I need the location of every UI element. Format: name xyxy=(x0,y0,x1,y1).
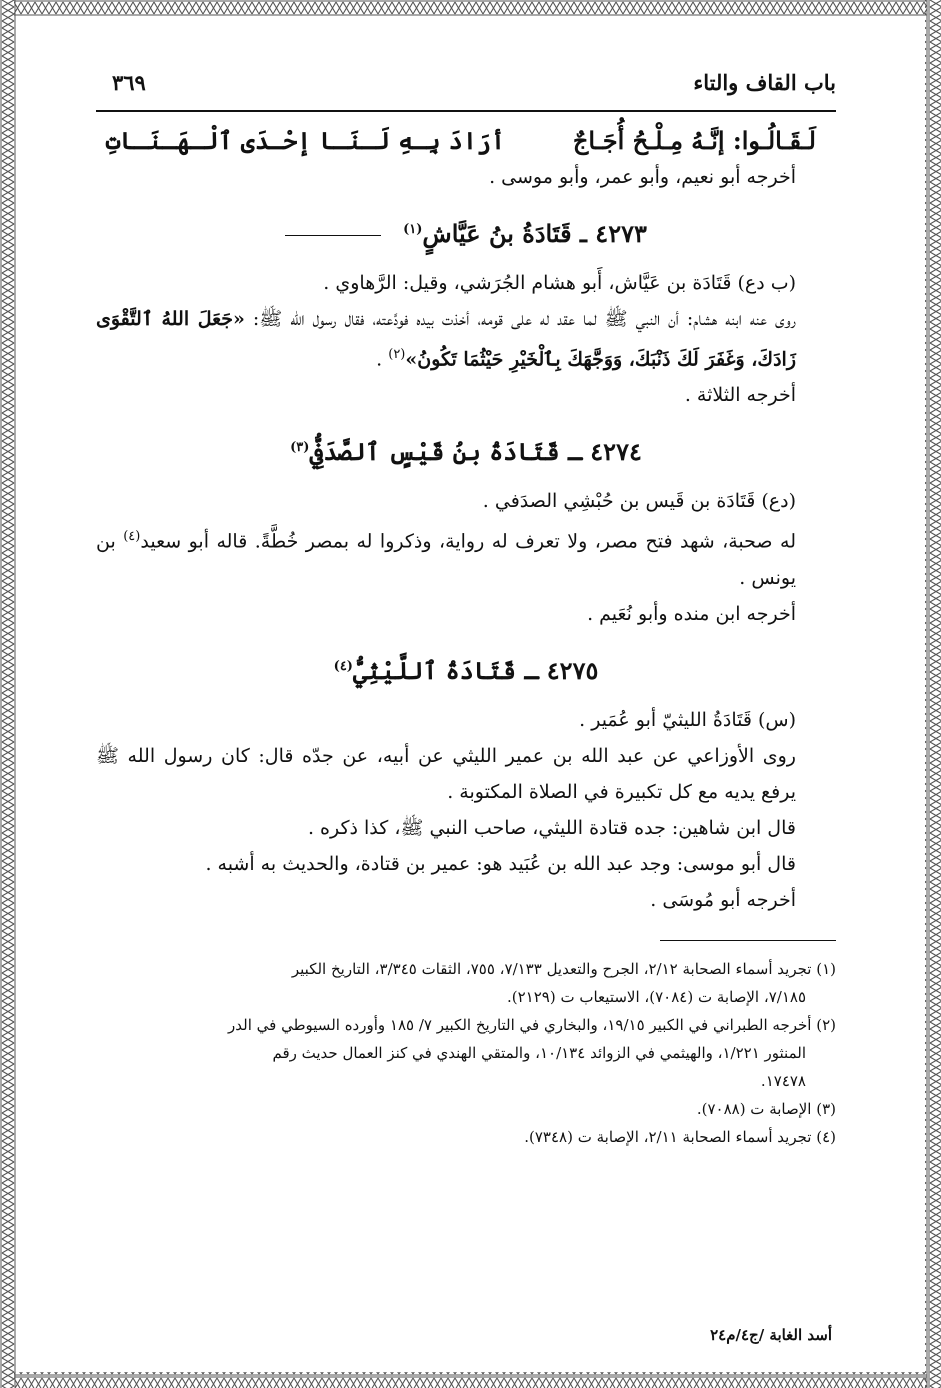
verse-second-hemistich: أرَادَ بِـهِ لَـنَـا إحْـدَى ٱلْـهَـنَـاتِ xyxy=(106,126,506,155)
entry-lineage: (دع) قَتَادَة بن قَيس بن حُبْشِي الصدَفي . xyxy=(482,490,796,513)
page xyxy=(96,56,836,1366)
footnote-1: (١) تجريد أسماء الصحابة ٢/١٢، الجرح والتعديل ٧/١٣٣، ٧٥٥، الثقات ٣/٣٤٥، التاريخ الكبير xyxy=(291,959,836,978)
printer-signature: أسد الغابة /ج٤/م٢٤ xyxy=(710,1326,832,1344)
chapter-title: باب القاف والتاء xyxy=(693,70,836,95)
footnote-marker: (٤) xyxy=(333,658,353,674)
description-text: له صحبة، شهد فتح مصر، ولا تعرف له رواية، وذكروا له بمصر خُطَّةً. قاله أبو سعيد xyxy=(140,530,796,553)
entry-remark: قال ابن شاهين: جده قتادة الليثي، صاحب النبي ﷺ، كذا ذكره . xyxy=(307,816,796,839)
entry-heading-4273 xyxy=(96,213,836,251)
verse-first-hemistich: لَـقَـالُـوا: إنَّـهُ مِـلْـحُ أُجَـاجٌ xyxy=(572,126,816,155)
entry-title: ٤٢٧٣ ـ قَتَادَةُ بنُ عَيَّاشٍ xyxy=(422,219,647,248)
footnote-1-cont: ٧/١٨٥، الإصابة ت (٧٠٨٤)، الاستيعاب ت (٢١٢٩). xyxy=(507,987,806,1006)
entry-lineage: (س) قَتَادَةُ الليثيّ أبو عُمَير . xyxy=(579,708,796,731)
entry-lineage: (ب دع) قَتَادَة بن عَيَّاش، أَبو هشام الجُرَشي، وقيل: الرَّهاوي . xyxy=(323,272,796,294)
footnote-rule xyxy=(660,940,836,941)
footnote-marker: (٤) xyxy=(123,529,141,545)
entry-description xyxy=(96,519,836,595)
attribution-line: أخرجه ابن منده وأبو نُعَيم . xyxy=(587,602,796,625)
poetry-verse xyxy=(106,126,816,155)
footnote-2-cont: المنثور ١/٢٢١، والهيثمي في الزوائد ١٠/١٣٤، والمتقي الهندي في كنز العمال حديث رقم xyxy=(272,1043,806,1062)
entry-narration: روى الأوزاعي عن عبد الله بن عمير الليثي عن أبيه، عن جدّه قال: كان رسول الله ﷺ يرفع يديه مع كل تكبيرة في الصلاة المكتوبة . xyxy=(96,744,796,803)
narration-text: روى عنه ابنه هشام: أن النبي ﷺ لما عقد له على قومه، أخذت بيده فودَّعته، فقال رسول الله ﷺ: xyxy=(244,308,796,330)
attribution-line: أخرجه أبو نعيم، وأبو عمر، وأبو موسى . xyxy=(489,166,796,188)
narration-end: . xyxy=(376,348,389,371)
entry-title: ٤٢٧٤ ـ قَتَادَةُ بنُ قَيْسٍ ٱلصَّدَفِيُّ xyxy=(309,437,642,467)
footnote-4: (٤) تجريد أسماء الصحابة ٢/١١، الإصابة ت (٧٣٤٨). xyxy=(524,1127,836,1146)
footnote-3: (٣) الإصابة ت (٧٠٨٨). xyxy=(696,1099,836,1118)
running-header xyxy=(96,70,836,102)
footnote-marker: (١) xyxy=(403,222,423,237)
footnote-marker: (٣) xyxy=(290,440,310,456)
footnotes xyxy=(96,955,836,1151)
attribution-line: أخرجه أبو مُوسَى . xyxy=(650,888,796,911)
entry-narration xyxy=(96,301,836,377)
entry-remark: قال أبو موسى: وجد عبد الله بن عُبَيد هو: عمير بن قتادة، والحديث به أشبه . xyxy=(205,852,796,875)
footnote-2: (٢) أخرجه الطبراني في الكبير ١٩/١٥، والبخاري في التاريخ الكبير ٧/ ١٨٥ وأورده السيوطي في الدر xyxy=(228,1015,836,1034)
entry-heading-4275 xyxy=(96,650,836,688)
description-end: بن يونس . xyxy=(96,530,796,589)
header-rule xyxy=(96,110,836,112)
footnote-marker: (٢) xyxy=(388,347,406,362)
footnote-2-cont: ١٧٤٧٨. xyxy=(760,1071,806,1090)
entry-title: ٤٢٧٥ ـ قَتَادَةُ ٱللَّيْثِيُّ xyxy=(352,655,599,685)
attribution-line: أخرجه الثلاثة . xyxy=(684,384,796,407)
entry-heading-4274 xyxy=(96,431,836,469)
page-body xyxy=(96,126,836,1151)
hadith-quote: «جَعَلَ اللهُ ٱلتَّقْوَى زَادَكَ، وَغَفَرَ لَكَ ذَنْبَكَ، وَوَجَّهَكَ بِٱلْخَيْرِ حَيْثُمَا تَكُونُ» xyxy=(96,308,796,371)
page-number: ٣٦٩ xyxy=(112,70,146,95)
heading-rule xyxy=(285,235,381,236)
